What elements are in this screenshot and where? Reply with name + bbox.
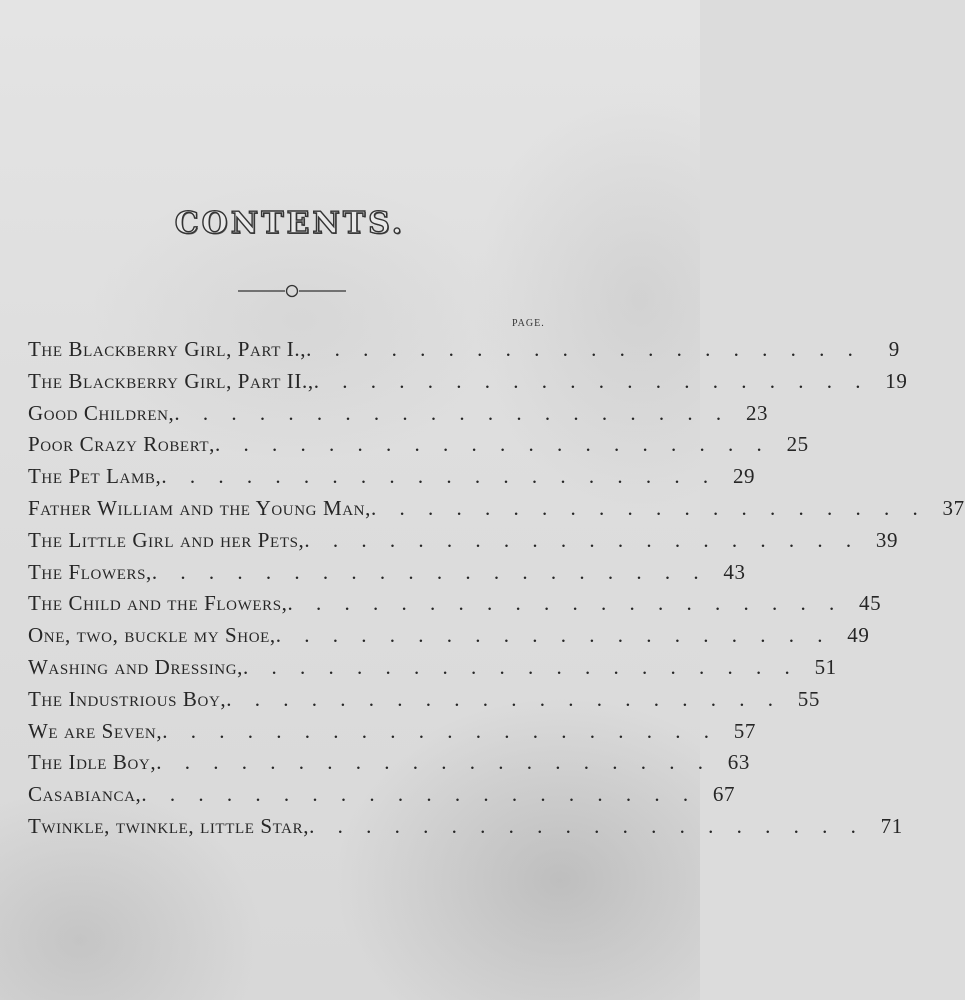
toc-entry-page: 37 (942, 495, 965, 520)
toc-entry-page: 49 (847, 623, 870, 648)
toc-entry (28, 461, 756, 493)
leader-dots: . . . . . . . . . . . . . . . . . . . . (370, 495, 927, 520)
toc-entry-page: 55 (797, 686, 820, 711)
toc-entry-title: One, two, buckle my Shoe, (28, 623, 276, 648)
toc-entry-page: 71 (880, 813, 903, 838)
toc-entry-page: 9 (888, 337, 900, 361)
leader-dots: . . . . . . . . . . . . . . . . . . . . (287, 591, 844, 616)
leader-dots: . . . . . . . . . . . . . . . . . . . . (275, 623, 832, 648)
leader-dots: . . . . . . . . . . . . . . . . . . . . (306, 337, 862, 361)
toc-entry (28, 588, 882, 620)
toc-entry-page: 19 (885, 368, 908, 393)
toc-entry (28, 620, 870, 652)
leader-dots: . . . . . . . . . . . . . . . . . . . . (243, 654, 799, 679)
toc-entry-page: 23 (745, 400, 769, 425)
page-title: CONTENTS. (174, 206, 406, 241)
toc-entry-title: The Flowers, (28, 559, 152, 584)
toc-entry-page: 67 (712, 782, 736, 807)
toc-entry-title: The Blackberry Girl, Part I., (28, 337, 307, 361)
leader-dots: . . . . . . . . . . . . . . . . . . . . (141, 782, 698, 807)
leader-dots: . . . . . . . . . . . . . . . . . . . . (313, 368, 870, 393)
toc-entry-title: The Blackberry Girl, Part II., (28, 368, 314, 393)
toc-entry-page: 45 (859, 591, 882, 616)
toc-entry-title: Twinkle, twinkle, little Star, (28, 813, 310, 838)
toc-entry (28, 779, 736, 811)
toc-entry (28, 652, 837, 684)
leader-dots: . . . . . . . . . . . . . . . . . . . . (151, 559, 708, 584)
leader-dots: . . . . . . . . . . . . . . . . . . . . (304, 527, 861, 552)
leader-dots: . . . . . . . . . . . . . . . . . . . . (156, 750, 712, 775)
toc-entry (28, 366, 908, 398)
toc-entry-title: Washing and Dressing, (28, 654, 244, 679)
toc-entry-title: We are Seven, (28, 718, 163, 743)
toc-entry-page: 29 (732, 464, 756, 489)
toc-entry-page: 25 (786, 432, 809, 457)
toc-entry-title: The Idle Boy, (28, 750, 157, 775)
leader-dots: . . . . . . . . . . . . . . . . . . . . (161, 464, 718, 489)
toc-entry (28, 557, 746, 589)
toc-entry-title: Casabianca, (28, 782, 142, 807)
toc-entry (28, 747, 750, 779)
toc-entry (28, 716, 756, 748)
toc-entry-page: 51 (814, 654, 837, 679)
toc-entry (28, 429, 809, 461)
toc-entry-title: Father William and the Young Man, (28, 495, 371, 520)
toc-entry-title: The Little Girl and her Pets, (28, 527, 305, 552)
toc-entry (28, 525, 899, 557)
toc-entry (28, 334, 900, 366)
leader-dots: . . . . . . . . . . . . . . . . . . . . (174, 400, 731, 425)
toc-entry-title: The Pet Lamb, (28, 464, 162, 489)
toc-entry-title: The Industrious Boy, (28, 686, 227, 711)
toc-entry-page: 43 (723, 559, 746, 584)
leader-dots: . . . . . . . . . . . . . . . . . . . . (309, 813, 865, 838)
leader-dots: . . . . . . . . . . . . . . . . . . . . (226, 686, 782, 711)
leader-dots: . . . . . . . . . . . . . . . . . . . . (162, 718, 718, 743)
toc-entry (28, 684, 820, 716)
page-column-label: PAGE. (512, 318, 545, 329)
toc-entry (28, 811, 903, 843)
toc-entry (28, 493, 965, 525)
ornament-divider (238, 284, 346, 298)
toc-entry-page: 39 (875, 527, 899, 552)
toc-entry-page: 63 (727, 750, 750, 775)
table-of-contents (28, 334, 965, 843)
leader-dots: . . . . . . . . . . . . . . . . . . . . (215, 432, 771, 457)
toc-entry (28, 398, 769, 430)
toc-entry-title: The Child and the Flowers, (28, 591, 288, 616)
toc-entry-page: 57 (733, 718, 756, 743)
toc-entry-title: Poor Crazy Robert, (28, 432, 216, 457)
toc-entry-title: Good Children, (28, 400, 175, 425)
